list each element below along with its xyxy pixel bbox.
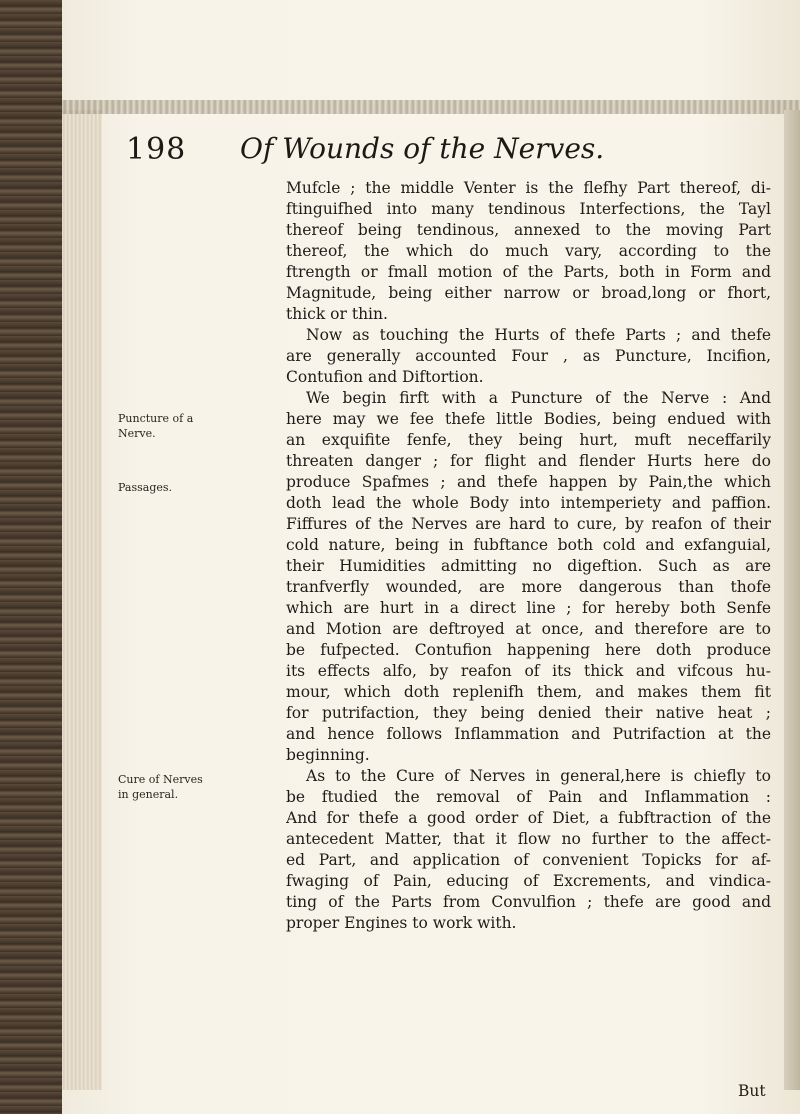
margin-note-puncture (118, 411, 278, 441)
running-head: Of Wounds of the Nerves. (240, 132, 605, 165)
text-line: be fufpected. Contufion happening here doth produce (286, 641, 771, 659)
text-line: And for thefe a good order of Diet, a fubftraction of the (286, 809, 771, 827)
body-text (286, 178, 771, 934)
text-line: proper Engines to work with. (286, 914, 517, 932)
text-line: are generally accounted Four , as Puncture, Incifion, (286, 347, 771, 365)
text-line: cold nature, being in fubftance both cold and exfanguial, (286, 536, 771, 554)
text-line: mour, which doth replenifh them, and makes them fit (286, 683, 771, 701)
margin-note-line: Passages. (118, 481, 173, 494)
margin-note-passages (118, 480, 278, 495)
margin-note-cure (118, 772, 278, 802)
text-line: As to the Cure of Nerves in general,here is chiefly to (306, 767, 771, 785)
text-line: thick or thin. (286, 305, 388, 323)
text-line: their Humidities admitting no digeftion. Such as are (286, 557, 771, 575)
text-line: for putrifaction, they being denied their native heat ; (286, 704, 771, 722)
text-line: an exquifite fenfe, they being hurt, muft neceffarily (286, 431, 771, 449)
text-line: produce Spafmes ; and thefe happen by Pain,the which (286, 473, 771, 491)
text-line: ftrength or fmall motion of the Parts, both in Form and (286, 263, 771, 281)
text-line: Contufion and Diftortion. (286, 368, 484, 386)
page-header (0, 132, 800, 172)
text-line: here may we fee thefe little Bodies, being endued with (286, 410, 771, 428)
text-line: Magnitude, being either narrow or broad,long or fhort, (286, 284, 771, 302)
text-line: Fiffures of the Nerves are hard to cure, by reafon of their (286, 515, 771, 533)
text-line: its effects alfo, by reafon of its thick and vifcous hu- (286, 662, 771, 680)
text-line: tranfverfly wounded, are more dangerous than thofe (286, 578, 771, 596)
text-line: Mufcle ; the middle Venter is the flefhy Part thereof, di- (286, 179, 771, 197)
text-line: thereof, the which do much vary, according to the (286, 242, 771, 260)
text-line: ed Part, and application of convenient Topicks for af- (286, 851, 771, 869)
text-line: be ftudied the removal of Pain and Inflammation : (286, 788, 771, 806)
text-line: beginning. (286, 746, 370, 764)
text-line: fwaging of Pain, educing of Excrements, and vindica- (286, 872, 771, 890)
text-line: and Motion are deftroyed at once, and therefore are to (286, 620, 771, 638)
text-line: We begin firft with a Puncture of the Nerve : And (306, 389, 771, 407)
margin-note-line: Puncture of a (118, 412, 194, 425)
text-line: and hence follows Inflammation and Putrifaction at the (286, 725, 771, 743)
text-line: which are hurt in a direct line ; for hereby both Senfe (286, 599, 771, 617)
page-number: 198 (126, 132, 187, 167)
margin-note-line: in general. (118, 788, 179, 801)
page-edges-top (62, 100, 800, 114)
margin-note-line: Nerve. (118, 427, 156, 440)
page-edges-left (62, 110, 102, 1090)
margin-note-line: Cure of Nerves (118, 773, 203, 786)
text-line: Now as touching the Hurts of thefe Parts ; and thefe (306, 326, 771, 344)
text-line: antecedent Matter, that it flow no further to the affect- (286, 830, 771, 848)
text-line: ting of the Parts from Convulfion ; thefe are good and (286, 893, 771, 911)
text-line: ftinguifhed into many tendinous Interfections, the Tayl (286, 200, 771, 218)
page-edges-right (784, 110, 800, 1090)
text-line: doth lead the whole Body into intemperiety and paffion. (286, 494, 771, 512)
text-line: thereof being tendinous, annexed to the moving Part (286, 221, 771, 239)
catchword: But (738, 1082, 766, 1100)
text-line: threaten danger ; for flight and flender Hurts here do (286, 452, 771, 470)
